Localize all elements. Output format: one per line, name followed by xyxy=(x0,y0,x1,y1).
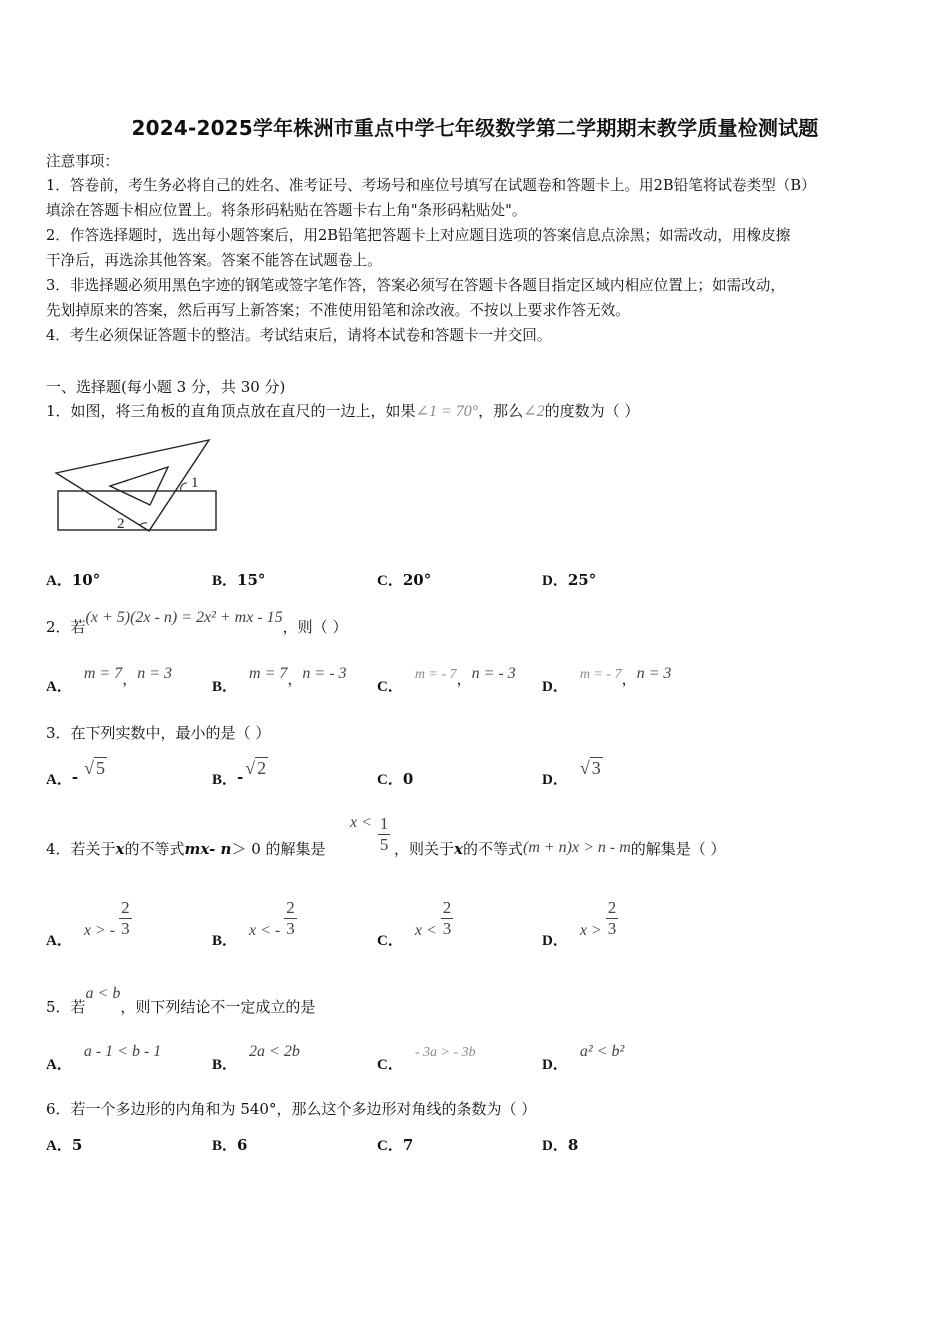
question-4-cont: ，则关于x的不等式(m + n)x > n - m的解集是（ ） xyxy=(394,839,726,858)
q4-option-c[interactable]: C．x < $\frac{2}{3}$ xyxy=(377,898,452,949)
q3-option-b[interactable]: B．- √ 2 xyxy=(212,758,267,788)
notice-heading: 注意事项： xyxy=(46,153,119,170)
ruler-triangle-figure xyxy=(50,435,225,540)
fig-label-1: 1 xyxy=(191,475,199,491)
section-heading: 一、选择题(每小题 3 分，共 30 分) xyxy=(46,378,286,396)
q5-option-d[interactable]: D．a² < b² xyxy=(542,1043,625,1073)
q2-option-b[interactable]: B．m = 7，n = - 3 xyxy=(212,665,347,695)
q4-option-d[interactable]: D．x > $\frac{2}{3}$ xyxy=(542,898,617,949)
q5-math: a < b xyxy=(85,985,121,1002)
notice-line: 干净后，再选涂其他答案。答案不能答在试题卷上。 xyxy=(46,252,382,269)
q4-inequality: mx- n xyxy=(184,840,232,858)
angle1-arc xyxy=(181,483,187,491)
triangle-outer xyxy=(56,440,209,531)
question-4: 4．若关于x的不等式mx- n＞ 0 的解集是 xyxy=(46,840,326,858)
q4-math: (m + n)x > n - m xyxy=(522,839,631,856)
q2-text-post: ，则（ ） xyxy=(282,618,348,636)
q1-option-d[interactable]: D．25° xyxy=(542,571,597,589)
angle2-arc xyxy=(140,523,147,525)
notice-line: 3．非选择题必须用黑色字迹的钢笔或签字笔作答，答案必须写在答题卡各题目指定区域内相应位置上；如需改动， xyxy=(46,277,785,294)
q4-given-solution: x < $\frac{1}{5}$ xyxy=(350,813,389,854)
fig-label-2: 2 xyxy=(117,516,125,532)
page-title: 2024-2025学年株洲市重点中学七年级数学第二学期期末教学质量检测试题 xyxy=(131,116,819,140)
q3-option-c[interactable]: C．0 xyxy=(377,770,414,788)
q5-option-b[interactable]: B．2a < 2b xyxy=(212,1043,300,1073)
q2-option-a[interactable]: A．m = 7，n = 3 xyxy=(46,665,173,695)
q1-text-pre: 1．如图，将三角板的直角顶点放在直尺的一边上，如果 xyxy=(46,402,416,420)
q1-option-c[interactable]: C．20° xyxy=(377,571,432,589)
notice-line: 1．答卷前，考生务必将自己的姓名、准考证号、考场号和座位号填写在试题卷和答题卡上。用2B铅笔将试卷类型（B） xyxy=(46,177,816,194)
question-5: 5．若a < b，则下列结论不一定成立的是 xyxy=(46,985,316,1016)
q2-option-c[interactable]: C．m = - 7，n = - 3 xyxy=(377,665,516,695)
q5-option-a[interactable]: A．a - 1 < b - 1 xyxy=(46,1043,162,1073)
notice-line: 先划掉原来的答案，然后再写上新答案；不准使用铅笔和涂改液。不按以上要求作答无效。 xyxy=(46,302,630,319)
q1-option-a[interactable]: A．10° xyxy=(46,571,101,589)
notice-line: 2．作答选择题时，选出每小题答案后，用2B铅笔把答题卡上对应题目选项的答案信息点涂黑；如需改动，用橡皮擦 xyxy=(46,227,791,244)
notice-line: 填涂在答题卡相应位置上。将条形码粘贴在答题卡右上角"条形码粘贴处"。 xyxy=(46,202,527,219)
q6-option-c[interactable]: C．7 xyxy=(377,1136,414,1154)
q6-option-b[interactable]: B．6 xyxy=(212,1136,248,1154)
question-2 xyxy=(46,606,348,636)
q2-math: (x + 5)(2x - n) = 2x² + mx - 15 xyxy=(85,609,283,626)
q5-option-c[interactable]: C．- 3a > - 3b xyxy=(377,1045,476,1073)
question-3: 3．在下列实数中，最小的是（ ） xyxy=(46,724,271,742)
q2-text-pre: 2．若 xyxy=(46,618,86,636)
question-1 xyxy=(46,400,639,421)
q4-option-b[interactable]: B．x < - $\frac{2}{3}$ xyxy=(212,898,295,949)
question-6: 6．若一个多边形的内角和为 540°，那么这个多边形对角线的条数为（ ） xyxy=(46,1100,537,1118)
q3-option-a[interactable]: A．- √ 5 xyxy=(46,758,105,788)
q1-text-mid: ，那么 xyxy=(478,402,524,420)
q1-math-angle2: ∠2 xyxy=(523,403,545,420)
q2-option-d[interactable]: D．m = - 7，n = 3 xyxy=(542,665,672,695)
q3-option-d[interactable]: D．√ 3 xyxy=(542,758,601,788)
q1-option-b[interactable]: B．15° xyxy=(212,571,266,589)
q1-text-post: 的度数为（ ） xyxy=(544,402,640,420)
notice-line: 4．考生必须保证答题卡的整洁。考试结束后，请将本试卷和答题卡一并交回。 xyxy=(46,327,552,344)
q6-option-a[interactable]: A．5 xyxy=(46,1136,83,1154)
q4-option-a[interactable]: A．x > - $\frac{2}{3}$ xyxy=(46,898,130,949)
q6-option-d[interactable]: D．8 xyxy=(542,1136,579,1154)
triangle-inner xyxy=(110,467,168,505)
q1-math-angle1: ∠1 = 70° xyxy=(415,403,479,420)
